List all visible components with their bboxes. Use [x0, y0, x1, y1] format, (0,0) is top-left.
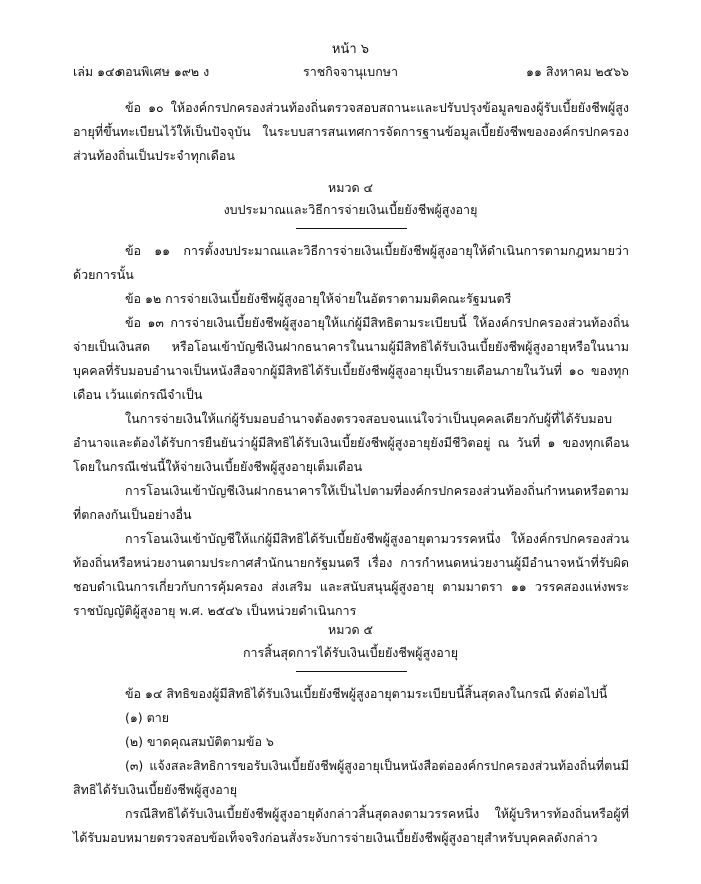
chapter-5-label: หมวด ๕ [327, 622, 374, 637]
article-13: ข้อ ๑๓ การจ่ายเงินเบี้ยยังชีพผู้สูงอายุให้แก่ผู้มีสิทธิตามระเบียบนี้ ให้องค์กรปกครองส่วนท้องถิ่นจ่ายเป็นเงินสด หรือโอนเข้าบัญชีเงินฝากธนาคารในนามผู้มีสิทธิได้รับเงินเบี้ยยังชีพผู้สูงอายุหรือในนามบุคคลที่รับมอบอำนาจเป็นหนังสือจากผู้มีสิทธิได้รับเบี้ยยังชีพผู้สูงอายุเป็นรายเดือนภายในวันที่ ๑๐ ของทุกเดือน เว้นแต่กรณีจำเป็น [73, 315, 629, 402]
article-13-paragraph-3: การโอนเงินเข้าบัญชีเงินฝากธนาคารให้เป็นไปตามที่องค์กรปกครองส่วนท้องถิ่นกำหนดหรือตามที่ตกลงกันเป็นอย่างอื่น [73, 483, 629, 522]
volume-number: เล่ม ๑๔๐ [73, 64, 123, 79]
article-12: ข้อ ๑๒ การจ่ายเงินเบี้ยยังชีพผู้สูงอายุให้จ่ายในอัตราตามมติคณะรัฐมนตรี [125, 291, 512, 306]
gazette-name: ราชกิจจานุเบกษา [303, 64, 399, 79]
article-14-paragraph-2: กรณีสิทธิได้รับเงินเบี้ยยังชีพผู้สูงอายุดังกล่าวสิ้นสุดลงตามวรรคหนึ่ง ให้ผู้บริหารท้องถิ่นหรือผู้ที่ได้รับมอบหมายตรวจสอบข้อเท็จจริงก่อนสั่งระงับการจ่ายเงินเบี้ยยังชีพผู้สูงอายุสำหรับบุคคลดังกล่าว [73, 806, 629, 845]
publication-date: ๑๑ สิงหาคม ๒๕๖๖ [526, 64, 629, 79]
article-14-item-2: (๒) ขาดคุณสมบัติตามข้อ ๖ [125, 734, 274, 749]
article-13-paragraph-4: การโอนเงินเข้าบัญชีให้แก่ผู้มีสิทธิได้รับเบี้ยยังชีพผู้สูงอายุตามวรรคหนึ่ง ให้องค์กรปกครองส่วนท้องถิ่นหรือหน่วยงานตามประกาศสำนักนายกรัฐมนตรี เรื่อง การกำหนดหน่วยงานผู้มีอำนาจหน้าที่รับผิดชอบดำเนินการเกี่ยวกับการคุ้มครอง ส่งเสริม และสนับสนุนผู้สูงอายุ ตามมาตรา ๑๑ วรรคสองแห่งพระราชบัญญัติผู้สูงอายุ พ.ศ. ๒๕๔๖ เป็นหน่วยดำเนินการ [73, 531, 629, 618]
article-10-block [73, 96, 629, 168]
chapter-4-label: หมวด ๔ [327, 180, 374, 195]
chapter-4-title: งบประมาณและวิธีการจ่ายเงินเบี้ยยังชีพผู้สูงอายุ [223, 202, 478, 217]
page-number: หน้า ๖ [331, 42, 370, 57]
article-10: ข้อ ๑๐ ให้องค์กรปกครองส่วนท้องถิ่นตรวจสอบสถานะและปรับปรุงข้อมูลของผู้รับเบี้ยยังชีพผู้สูงอายุที่ขึ้นทะเบียนไว้ให้เป็นปัจจุบัน ในระบบสารสนเทศการจัดการฐานข้อมูลเบี้ยยังชีพขององค์กรปกครองส่วนท้องถิ่นเป็นประจำทุกเดือน [73, 100, 629, 163]
article-14-item-1: (๑) ตาย [125, 710, 170, 725]
chapter-4-body [73, 239, 629, 623]
chapter-4-divider [296, 228, 407, 229]
chapter-5-body [73, 682, 629, 850]
article-13-paragraph-2: ในการจ่ายเงินให้แก่ผู้รับมอบอำนาจต้องตรวจสอบจนแน่ใจว่าเป็นบุคคลเดียวกับผู้ที่ได้รับมอบอำนาจและต้องได้รับการยืนยันว่าผู้มีสิทธิได้รับเงินเบี้ยยังชีพผู้สูงอายุยังมีชีวิตอยู่ ณ วันที่ ๑ ของทุกเดือนโดยในกรณีเช่นนี้ให้จ่ายเงินเบี้ยยังชีพผู้สูงอายุเต็มเดือน [73, 411, 629, 474]
issue-number: ตอนพิเศษ ๑๙๒ ง [117, 64, 210, 79]
article-14: ข้อ ๑๔ สิทธิของผู้มีสิทธิได้รับเงินเบี้ยยังชีพผู้สูงอายุตามระเบียบนี้สิ้นสุดลงในกรณี ดังต่อไปนี้ [125, 686, 608, 701]
chapter-5-divider [296, 671, 407, 672]
article-14-item-3: (๓) แจ้งสละสิทธิการขอรับเงินเบี้ยยังชีพผู้สูงอายุเป็นหนังสือต่อองค์กรปกครองส่วนท้องถิ่นที่ตนมีสิทธิได้รับเงินเบี้ยยังชีพผู้สูงอายุ [73, 758, 629, 797]
article-11: ข้อ ๑๑ การตั้งงบประมาณและวิธีการจ่ายเงินเบี้ยยังชีพผู้สูงอายุให้ดำเนินการตามกฎหมายว่าด้วยการนั้น [73, 243, 629, 282]
chapter-5-title: การสิ้นสุดการได้รับเงินเบี้ยยังชีพผู้สูงอายุ [242, 645, 459, 660]
